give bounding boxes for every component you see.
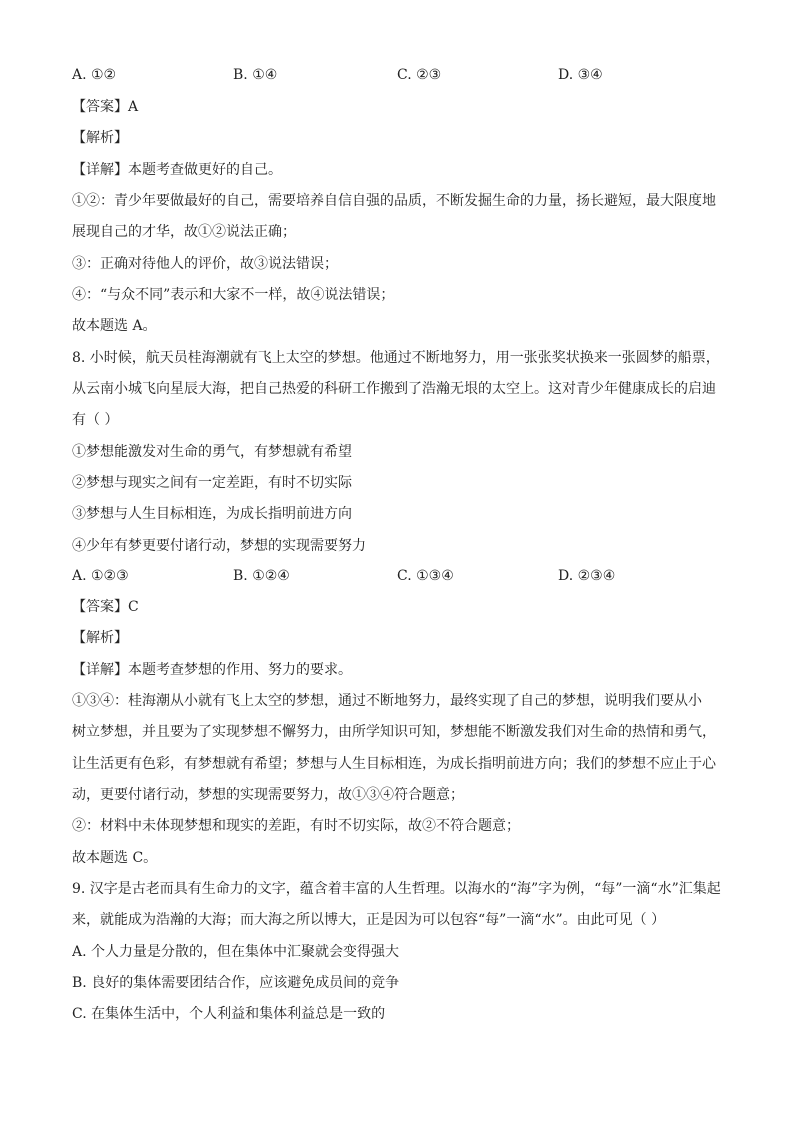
q8-option-d: D. ②③④ — [558, 568, 616, 584]
q8-item-4: ④少年有梦更要付诸行动，梦想的实现需要努力 — [72, 538, 366, 554]
q8-item-3: ③梦想与人生目标相连，为成长指明前进方向 — [72, 506, 352, 522]
q8-option-c: C. ①③④ — [397, 568, 454, 584]
q7-explanation-2: ③：正确对待他人的评价，故③说法错误； — [72, 256, 338, 272]
q8-explanation-1a: ①③④：桂海潮从小就有飞上太空的梦想，通过不断地努力，最终实现了自己的梦想，说明我们要从小 — [72, 693, 702, 709]
q8-stem-1: 8. 小时候，航天员桂海潮就有飞上太空的梦想。他通过不断地努力，用一张张奖状换来一张圆梦的船票， — [72, 350, 720, 366]
q8-option-b: B. ①②④ — [233, 568, 290, 584]
q9-option-c: C. 在集体生活中，个人利益和集体利益总是一致的 — [72, 1006, 386, 1022]
q8-stem-2: 从云南小城飞向星辰大海，把自己热爱的科研工作搬到了浩瀚无垠的太空上。这对青少年健康成长的启迪 — [72, 381, 716, 397]
q8-conclusion: 故本题选 C。 — [72, 850, 158, 866]
q8-answer: 【答案】C — [72, 599, 139, 615]
q9-option-a: A. 个人力量是分散的，但在集体中汇聚就会变得强大 — [72, 944, 400, 960]
q8-explanation-1b: 树立梦想，并且要为了实现梦想不懈努力，由所学知识可知，梦想能不断激发我们对生命的热情和勇气， — [72, 724, 716, 740]
q7-option-a: A. ①② — [72, 67, 117, 83]
q7-detail: 【详解】本题考查做更好的自己。 — [72, 162, 282, 178]
q9-stem-2: 来，就能成为浩瀚的大海；而大海之所以博大，正是因为可以包容“每”一滴“水”。由此可见（ ） — [72, 912, 666, 928]
q7-explanation-1a: ①②：青少年要做最好的自己，需要培养自信自强的品质，不断发掘生命的力量，扬长避短，最大限度地 — [72, 193, 716, 209]
q9-stem-1: 9. 汉字是古老而具有生命力的文字，蕴含着丰富的人生哲理。以海水的“海”字为例，“每”一滴“水”汇集起 — [72, 881, 721, 897]
q8-explanation-2: ②：材料中未体现梦想和现实的差距，有时不切实际，故②不符合题意； — [72, 818, 520, 834]
q7-conclusion: 故本题选 A。 — [72, 318, 157, 334]
q8-detail: 【详解】本题考查梦想的作用、努力的要求。 — [72, 662, 352, 678]
q7-analysis-label: 【解析】 — [72, 130, 128, 146]
q7-explanation-3: ④：“与众不同”表示和大家不一样，故④说法错误； — [72, 287, 395, 303]
q8-item-2: ②梦想与现实之间有一定差距，有时不切实际 — [72, 475, 352, 491]
q8-explanation-1c: 让生活更有色彩，有梦想就有希望；梦想与人生目标相连，为成长指明前进方向；我们的梦想不应止于心 — [72, 756, 716, 772]
q7-option-b: B. ①④ — [233, 67, 278, 83]
q8-explanation-1d: 动，更要付诸行动，梦想的实现需要努力，故①③④符合题意； — [72, 787, 464, 803]
q7-answer: 【答案】A — [72, 99, 139, 115]
q7-option-d: D. ③④ — [558, 67, 603, 83]
q8-stem-3: 有（ ） — [72, 412, 119, 428]
q8-option-a: A. ①②③ — [72, 568, 129, 584]
q8-item-1: ①梦想能激发对生命的勇气，有梦想就有希望 — [72, 444, 352, 460]
q7-option-c: C. ②③ — [397, 67, 442, 83]
q7-explanation-1b: 展现自己的才华，故①②说法正确； — [72, 224, 296, 240]
q8-analysis-label: 【解析】 — [72, 630, 128, 646]
q9-option-b: B. 良好的集体需要团结合作，应该避免成员间的竞争 — [72, 975, 400, 991]
